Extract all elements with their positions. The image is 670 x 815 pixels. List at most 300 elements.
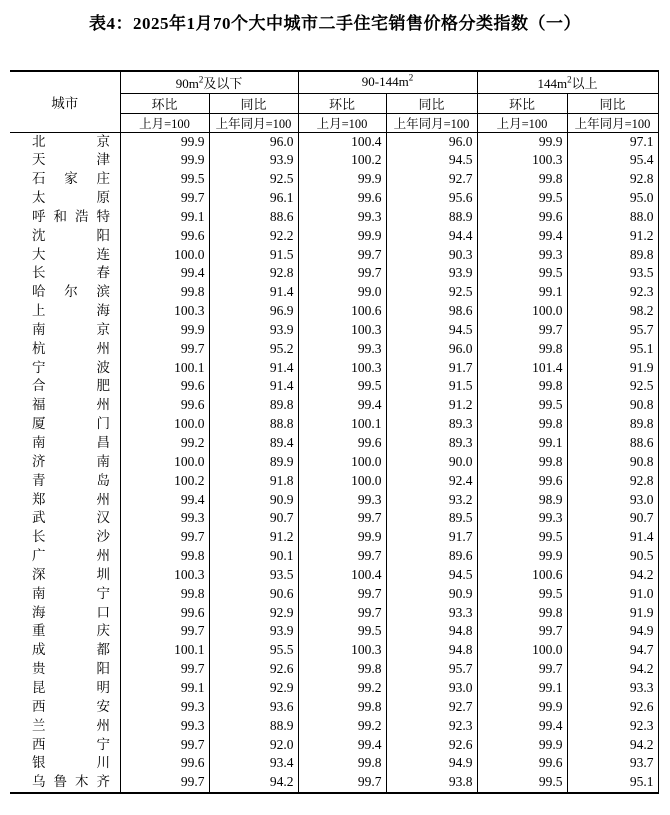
city-name-text: 济南 (32, 453, 110, 469)
city-name-text: 太原 (32, 190, 110, 206)
table-row (10, 359, 658, 378)
index-value: 95.4 (567, 151, 658, 170)
city-name-text: 银川 (32, 755, 110, 771)
city-column-header: 城市 (10, 71, 120, 132)
city-name-text: 北京 (32, 133, 110, 149)
index-value: 99.3 (477, 246, 567, 265)
city-name (10, 773, 120, 793)
index-value: 100.1 (120, 359, 209, 378)
index-value: 100.6 (298, 302, 386, 321)
index-value: 99.9 (298, 528, 386, 547)
index-value: 99.1 (477, 283, 567, 302)
city-name-text: 兰州 (32, 717, 110, 733)
city-name (10, 754, 120, 773)
index-value: 93.3 (567, 679, 658, 698)
index-value: 99.9 (477, 736, 567, 755)
index-value: 94.7 (567, 641, 658, 660)
table-row (10, 754, 658, 773)
index-value: 91.5 (386, 377, 477, 396)
index-value: 94.9 (386, 754, 477, 773)
index-value: 93.2 (386, 491, 477, 510)
index-value: 99.7 (298, 585, 386, 604)
index-value: 99.7 (298, 264, 386, 283)
index-value: 90.3 (386, 246, 477, 265)
table-row (10, 528, 658, 547)
mom-base-header: 上月=100 (298, 113, 386, 132)
index-value: 92.3 (567, 283, 658, 302)
index-value: 91.9 (567, 604, 658, 623)
index-value: 91.4 (209, 359, 298, 378)
index-value: 99.5 (477, 773, 567, 793)
index-value: 99.9 (477, 698, 567, 717)
index-value: 93.9 (209, 151, 298, 170)
index-value: 99.8 (477, 415, 567, 434)
city-name (10, 622, 120, 641)
city-name (10, 434, 120, 453)
index-value: 89.4 (209, 434, 298, 453)
index-value: 95.1 (567, 773, 658, 793)
index-value: 92.6 (567, 698, 658, 717)
superscript-2: 2 (198, 74, 204, 85)
index-value: 94.2 (567, 660, 658, 679)
index-value: 99.9 (120, 132, 209, 151)
index-value: 91.7 (386, 359, 477, 378)
index-value: 99.8 (298, 698, 386, 717)
city-name-text: 广州 (32, 548, 110, 564)
index-value: 90.9 (386, 585, 477, 604)
city-name-text: 西安 (32, 698, 110, 714)
city-name (10, 151, 120, 170)
index-value: 93.6 (209, 698, 298, 717)
table-row (10, 321, 658, 340)
page-title: 表4：2025年1月70个大中城市二手住宅销售价格分类指数（一） (89, 14, 581, 33)
index-value: 99.6 (120, 227, 209, 246)
table-row (10, 415, 658, 434)
index-value: 89.3 (386, 415, 477, 434)
city-name (10, 717, 120, 736)
city-name (10, 321, 120, 340)
table-row (10, 453, 658, 472)
table-row (10, 377, 658, 396)
table-row (10, 717, 658, 736)
index-value: 101.4 (477, 359, 567, 378)
group-header-90-below (120, 71, 298, 93)
city-name (10, 227, 120, 246)
city-name-text: 南昌 (32, 435, 110, 450)
index-value: 93.9 (209, 321, 298, 340)
table-row (10, 491, 658, 510)
index-value: 92.7 (386, 170, 477, 189)
index-value: 100.0 (477, 641, 567, 660)
index-value: 89.8 (567, 415, 658, 434)
index-value: 99.5 (477, 189, 567, 208)
index-value: 100.1 (298, 415, 386, 434)
index-value: 100.4 (298, 566, 386, 585)
index-value: 95.7 (567, 321, 658, 340)
index-value: 100.3 (298, 359, 386, 378)
city-name-text: 厦门 (32, 416, 110, 432)
index-value: 99.6 (298, 189, 386, 208)
city-name-text: 南京 (32, 321, 110, 337)
table-row (10, 604, 658, 623)
index-value: 100.1 (120, 641, 209, 660)
city-name (10, 491, 120, 510)
index-value: 99.7 (120, 528, 209, 547)
city-name-text: 大连 (32, 246, 110, 262)
index-value: 99.2 (298, 717, 386, 736)
index-value: 99.6 (120, 754, 209, 773)
index-value: 99.5 (298, 622, 386, 641)
index-value: 88.9 (386, 208, 477, 227)
table-row (10, 302, 658, 321)
index-value: 92.4 (386, 472, 477, 491)
city-name-text: 呼和浩特 (32, 208, 110, 224)
index-value: 88.8 (209, 415, 298, 434)
index-value: 90.8 (567, 396, 658, 415)
index-value: 90.8 (567, 453, 658, 472)
index-value: 91.7 (386, 528, 477, 547)
index-value: 92.2 (209, 227, 298, 246)
superscript-2: 2 (567, 74, 572, 85)
city-name-text: 乌鲁木齐 (32, 774, 110, 790)
mom-base-header: 上月=100 (120, 113, 209, 132)
index-value: 99.1 (120, 208, 209, 227)
mom-header: 环比 (477, 93, 567, 113)
table-row (10, 151, 658, 170)
city-name-text: 沈阳 (32, 227, 110, 243)
index-value: 91.5 (209, 246, 298, 265)
index-value: 98.9 (477, 491, 567, 510)
index-value: 88.9 (209, 717, 298, 736)
city-name-text: 长春 (32, 265, 110, 281)
index-value: 89.8 (209, 396, 298, 415)
index-value: 99.6 (477, 754, 567, 773)
city-name (10, 641, 120, 660)
index-value: 91.8 (209, 472, 298, 491)
city-name-text: 深圳 (32, 566, 110, 582)
table-row (10, 208, 658, 227)
index-value: 99.8 (298, 660, 386, 679)
index-value: 99.3 (120, 698, 209, 717)
index-value: 100.0 (120, 453, 209, 472)
index-value: 100.3 (298, 321, 386, 340)
index-value: 99.4 (120, 264, 209, 283)
index-value: 100.2 (298, 151, 386, 170)
index-value: 91.2 (209, 528, 298, 547)
index-value: 92.8 (209, 264, 298, 283)
index-value: 99.0 (298, 283, 386, 302)
city-name (10, 208, 120, 227)
index-value: 89.9 (209, 453, 298, 472)
index-value: 99.4 (477, 227, 567, 246)
table-row (10, 585, 658, 604)
city-name-text: 杭州 (32, 340, 110, 356)
city-name-text: 哈尔滨 (32, 284, 110, 300)
city-name (10, 736, 120, 755)
index-value: 91.0 (567, 585, 658, 604)
index-value: 88.6 (209, 208, 298, 227)
index-value: 91.9 (567, 359, 658, 378)
index-value: 93.4 (209, 754, 298, 773)
table-row (10, 170, 658, 189)
index-value: 92.6 (386, 736, 477, 755)
index-value: 100.0 (120, 246, 209, 265)
index-value: 99.6 (477, 472, 567, 491)
index-value: 99.5 (477, 396, 567, 415)
yoy-base-header: 上年同月=100 (567, 113, 658, 132)
index-value: 99.4 (120, 491, 209, 510)
index-value: 100.0 (477, 302, 567, 321)
city-name-text: 福州 (32, 397, 110, 413)
index-value: 99.8 (120, 283, 209, 302)
yoy-header: 同比 (567, 93, 658, 113)
index-value: 99.3 (298, 340, 386, 359)
price-index-table (10, 70, 659, 794)
index-value: 91.2 (567, 227, 658, 246)
city-name-text: 天津 (32, 152, 110, 168)
index-value: 94.2 (567, 566, 658, 585)
index-value: 94.5 (386, 566, 477, 585)
city-name (10, 415, 120, 434)
index-value: 92.6 (209, 660, 298, 679)
index-value: 99.7 (120, 622, 209, 641)
index-value: 89.8 (567, 246, 658, 265)
index-value: 95.1 (567, 340, 658, 359)
table-row (10, 622, 658, 641)
index-value: 100.6 (477, 566, 567, 585)
index-value: 99.8 (120, 547, 209, 566)
index-value: 99.9 (120, 151, 209, 170)
table-row (10, 396, 658, 415)
table-row (10, 189, 658, 208)
table-row (10, 509, 658, 528)
index-value: 96.0 (386, 340, 477, 359)
city-name-text: 郑州 (32, 491, 110, 507)
index-value: 100.3 (298, 641, 386, 660)
index-value: 89.5 (386, 509, 477, 528)
group-header-144-above (477, 71, 658, 93)
index-value: 99.7 (298, 509, 386, 528)
table-row (10, 132, 658, 151)
index-value: 99.2 (298, 679, 386, 698)
index-value: 99.5 (120, 170, 209, 189)
index-value: 100.0 (298, 453, 386, 472)
city-name (10, 340, 120, 359)
index-value: 99.9 (120, 321, 209, 340)
index-value: 98.6 (386, 302, 477, 321)
mom-header: 环比 (120, 93, 209, 113)
table-header (10, 71, 658, 132)
index-value: 94.5 (386, 321, 477, 340)
group-header-text: 及以下 (203, 75, 243, 91)
table-row (10, 736, 658, 755)
index-value: 99.8 (477, 377, 567, 396)
city-name-text: 海口 (32, 604, 110, 620)
index-value: 95.5 (209, 641, 298, 660)
index-value: 99.3 (477, 509, 567, 528)
index-value: 95.2 (209, 340, 298, 359)
index-value: 99.8 (120, 585, 209, 604)
table-row (10, 641, 658, 660)
index-value: 90.7 (209, 509, 298, 528)
index-value: 99.7 (120, 340, 209, 359)
index-value: 99.9 (477, 132, 567, 151)
index-value: 99.8 (477, 170, 567, 189)
index-value: 94.2 (567, 736, 658, 755)
city-name (10, 359, 120, 378)
index-value: 99.2 (120, 434, 209, 453)
city-name (10, 585, 120, 604)
index-value: 96.0 (386, 132, 477, 151)
index-value: 99.9 (477, 547, 567, 566)
index-value: 93.5 (567, 264, 658, 283)
index-value: 90.0 (386, 453, 477, 472)
index-value: 93.9 (386, 264, 477, 283)
city-name-text: 长沙 (32, 529, 110, 545)
index-value: 99.6 (120, 377, 209, 396)
index-value: 99.8 (477, 453, 567, 472)
city-name (10, 566, 120, 585)
group-header-90-144 (298, 71, 477, 93)
index-value: 94.8 (386, 641, 477, 660)
city-name-text: 武汉 (32, 510, 110, 526)
index-value: 100.0 (120, 415, 209, 434)
city-name (10, 396, 120, 415)
yoy-base-header: 上年同月=100 (209, 113, 298, 132)
group-header-text: 以上 (571, 75, 598, 91)
index-value: 99.7 (298, 547, 386, 566)
city-name-text: 西宁 (32, 736, 110, 752)
city-name-text: 合肥 (32, 378, 110, 394)
index-value: 91.4 (209, 283, 298, 302)
index-value: 100.3 (120, 302, 209, 321)
table-row (10, 340, 658, 359)
city-name (10, 302, 120, 321)
index-value: 99.1 (477, 434, 567, 453)
index-value: 92.5 (567, 377, 658, 396)
index-value: 100.0 (298, 472, 386, 491)
index-value: 99.4 (298, 396, 386, 415)
index-value: 93.7 (567, 754, 658, 773)
index-value: 100.2 (120, 472, 209, 491)
city-name-text: 宁波 (32, 359, 110, 375)
index-value: 95.0 (567, 189, 658, 208)
city-name (10, 679, 120, 698)
index-value: 95.7 (386, 660, 477, 679)
index-value: 93.0 (386, 679, 477, 698)
index-value: 99.1 (120, 679, 209, 698)
index-value: 92.3 (567, 717, 658, 736)
index-value: 99.7 (120, 660, 209, 679)
city-name-text: 成都 (32, 642, 110, 658)
index-value: 99.5 (477, 528, 567, 547)
city-name-text: 昆明 (32, 679, 110, 695)
index-value: 92.9 (209, 604, 298, 623)
index-value: 98.2 (567, 302, 658, 321)
table-row (10, 547, 658, 566)
index-value: 94.9 (567, 622, 658, 641)
index-value: 92.8 (567, 170, 658, 189)
index-value: 93.0 (567, 491, 658, 510)
city-name (10, 283, 120, 302)
city-name (10, 472, 120, 491)
index-value: 99.5 (298, 377, 386, 396)
index-value: 99.1 (477, 679, 567, 698)
index-value: 99.5 (477, 264, 567, 283)
index-value: 91.4 (209, 377, 298, 396)
city-name-text: 贵阳 (32, 661, 110, 677)
table-row (10, 660, 658, 679)
index-value: 99.7 (477, 321, 567, 340)
city-name (10, 189, 120, 208)
mom-base-header: 上月=100 (477, 113, 567, 132)
index-value: 99.7 (477, 622, 567, 641)
index-value: 99.8 (298, 754, 386, 773)
table-row (10, 264, 658, 283)
city-name (10, 604, 120, 623)
table-row (10, 566, 658, 585)
index-value: 96.9 (209, 302, 298, 321)
index-value: 94.4 (386, 227, 477, 246)
city-name (10, 528, 120, 547)
index-value: 100.3 (477, 151, 567, 170)
index-value: 92.0 (209, 736, 298, 755)
table-row (10, 227, 658, 246)
table-body (10, 132, 658, 793)
index-value: 99.8 (477, 604, 567, 623)
index-value: 92.5 (209, 170, 298, 189)
city-name (10, 698, 120, 717)
table-row (10, 698, 658, 717)
index-value: 93.3 (386, 604, 477, 623)
index-value: 99.4 (477, 717, 567, 736)
city-name (10, 453, 120, 472)
city-name-text: 重庆 (32, 623, 110, 639)
table-row (10, 283, 658, 302)
city-name (10, 547, 120, 566)
index-value: 92.9 (209, 679, 298, 698)
index-value: 99.8 (477, 340, 567, 359)
index-value: 90.9 (209, 491, 298, 510)
index-value: 99.3 (298, 491, 386, 510)
group-header-text: 90m (175, 75, 199, 91)
index-value: 95.6 (386, 189, 477, 208)
index-value: 97.1 (567, 132, 658, 151)
index-value: 99.3 (120, 717, 209, 736)
index-value: 91.4 (567, 528, 658, 547)
index-value: 93.8 (386, 773, 477, 793)
city-name-text: 上海 (32, 303, 110, 319)
table-row (10, 472, 658, 491)
index-value: 96.0 (209, 132, 298, 151)
index-value: 94.2 (209, 773, 298, 793)
index-value: 90.5 (567, 547, 658, 566)
index-value: 92.5 (386, 283, 477, 302)
city-name (10, 246, 120, 265)
city-name (10, 660, 120, 679)
index-value: 93.5 (209, 566, 298, 585)
index-value: 94.8 (386, 622, 477, 641)
index-value: 89.6 (386, 547, 477, 566)
table-row (10, 246, 658, 265)
city-name (10, 132, 120, 151)
index-value: 96.1 (209, 189, 298, 208)
index-value: 99.6 (120, 604, 209, 623)
index-value: 92.3 (386, 717, 477, 736)
index-value: 99.5 (477, 585, 567, 604)
index-value: 90.1 (209, 547, 298, 566)
city-name-text: 南宁 (32, 585, 110, 601)
